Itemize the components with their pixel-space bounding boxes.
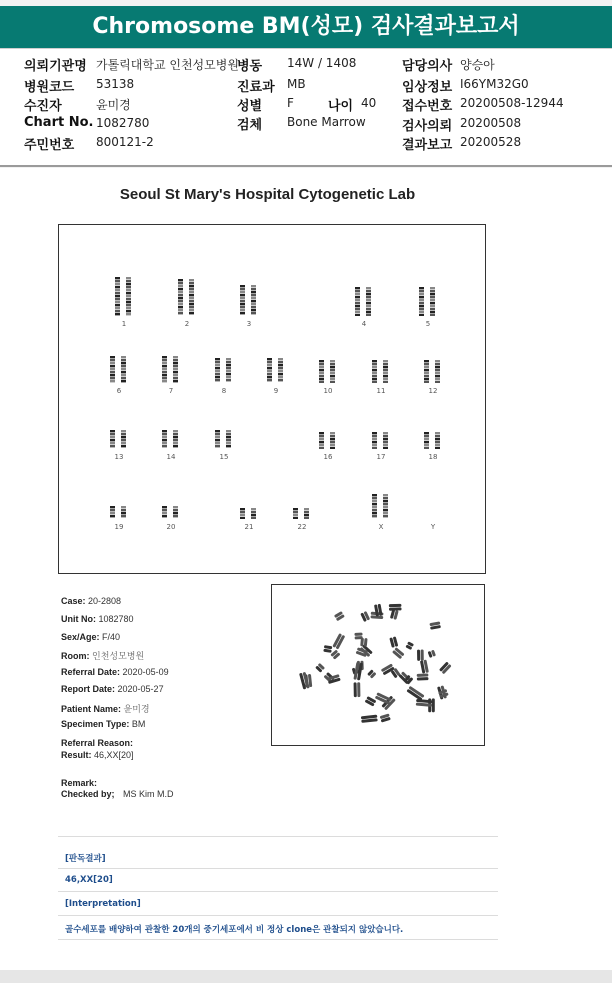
rrn-value: 800121-2 [96,135,154,149]
chromosome-pair [104,505,134,519]
institution-value: 가톨릭대학교 인천성모병원 [96,58,239,72]
chromosome-pair [156,429,186,449]
divider [58,868,498,869]
report-date-label: 결과보고 [402,138,453,153]
chromosome-label: 20 [166,523,176,531]
request-value: 20200508 [460,116,522,130]
chromosome-label: 10 [323,387,333,395]
receipt-value: 20200508-12944 [460,96,564,110]
interpretation-text: 골수세포를 배양하여 관찰한 20개의 중기세포에서 비 정상 clone은 관찰되지 않았습니다. [65,925,404,935]
chromosome-label: 12 [428,387,438,395]
divider [58,915,498,916]
sex-label: 성별 [237,99,263,114]
chromosome-pair [172,278,202,316]
chromosome-label: 11 [376,387,386,395]
chromosome-label: Y [430,523,436,531]
chromosome-label: 16 [323,453,333,461]
chromosome-label: 9 [273,387,279,395]
chromosome-label: 3 [246,320,252,328]
chromosome-pair [349,286,379,316]
remark-row: Remark: [61,778,98,788]
patient-value: 윤미경 [96,98,131,112]
case-row: Case: 20-2808 [61,596,122,606]
chromosome-label: 21 [244,523,254,531]
chromosome-pair [156,505,186,519]
doctor-value: 양승아 [460,58,495,72]
dept-value: MB [287,77,306,91]
divider [58,939,498,940]
chromosome-label: 7 [168,387,174,395]
patient-name-row: Patient Name: 윤미경 [61,704,150,714]
clinical-label: 임상정보 [402,80,453,95]
chromosome-pair [156,355,186,383]
sex-value: F [287,96,294,110]
divider [58,891,498,892]
chromosome-label: 2 [184,320,190,328]
chromosome-pair [104,429,134,449]
checked-by-row: Checked by; MS Kim M.D [61,789,174,799]
interpretation-header: [Interpretation] [65,899,141,909]
chromosome-pair [109,276,139,316]
chromosome-pair [234,284,264,316]
patient-label: 수진자 [24,99,62,114]
metaphase-spread-graphic [272,585,484,745]
chromosome-label: 1 [121,320,127,328]
chromosome-label: 8 [221,387,227,395]
chromosome-label: 13 [114,453,124,461]
chromosome-pair [313,431,343,449]
result-row: Result: 46,XX[20] [61,750,134,760]
chromosome-label: 6 [116,387,122,395]
lab-title: Seoul St Mary's Hospital Cytogenetic Lab [119,186,416,203]
age-value: 40 [361,96,377,110]
room-row: Room: 인천성모병원 [61,651,145,661]
chromosome-label: 19 [114,523,124,531]
receipt-label: 접수번호 [402,99,453,114]
sex-age-row: Sex/Age: F/40 [61,632,121,642]
chromosome-label: X [378,523,384,531]
report-date-row: Report Date: 2020-05-27 [61,684,164,694]
metaphase-image [271,584,485,746]
chromosome-label: 5 [425,320,431,328]
ward-value: 14W / 1408 [287,56,357,70]
chart-no-value: 1082780 [96,116,150,130]
chromosome-label: 18 [428,453,438,461]
chromosome-pair [104,355,134,383]
chromosome-label: 17 [376,453,386,461]
hospital-code-label: 병원코드 [24,80,75,95]
karyotype-report [0,168,612,970]
chromosome-pair [261,357,291,383]
chromosome-label: 4 [361,320,367,328]
report-title: Chromosome BM(성모) 검사결과보고서 [0,6,612,50]
chromosome-pair [366,493,396,519]
chromosome-pair [287,507,317,519]
specimen-value: Bone Marrow [287,115,366,129]
chromosome-pair [209,429,239,449]
clinical-value: I66YM32G0 [460,77,529,91]
rrn-label: 주민번호 [24,138,75,153]
chromosome-label: 15 [219,453,229,461]
interp-result: 46,XX[20] [65,875,113,885]
chromosome-pair [234,507,264,519]
chromosome-label: 22 [297,523,307,531]
chromosome-pair [313,359,343,383]
chromosome-pair [209,357,239,383]
chromosome-pair [418,359,448,383]
hospital-code-value: 53138 [96,77,135,91]
dept-label: 진료과 [237,80,275,95]
chromosome-pair [366,431,396,449]
patient-info-panel [0,49,612,167]
institution-label: 의뢰기관명 [24,59,87,74]
report-date-value: 20200528 [460,135,522,149]
unit-no-row: Unit No: 1082780 [61,614,134,624]
bottom-strip [0,970,612,983]
chart-no-label: Chart No. [24,115,94,130]
chromosome-pair [418,431,448,449]
age-label: 나이 [328,99,354,114]
karyogram-image [58,224,486,574]
specimen-type-row: Specimen Type: BM [61,719,146,729]
doctor-label: 담당의사 [402,59,453,74]
divider [58,836,498,837]
referral-reason-row: Referral Reason: [61,738,134,748]
chromosome-pair [366,359,396,383]
chromosome-pair [413,286,443,316]
referral-date-row: Referral Date: 2020-05-09 [61,667,169,677]
ward-label: 병동 [237,59,263,74]
chromosome-label: 14 [166,453,176,461]
interp-header: [판독결과] [65,854,106,864]
specimen-label: 검체 [237,118,263,133]
request-label: 검사의뢰 [402,119,453,134]
